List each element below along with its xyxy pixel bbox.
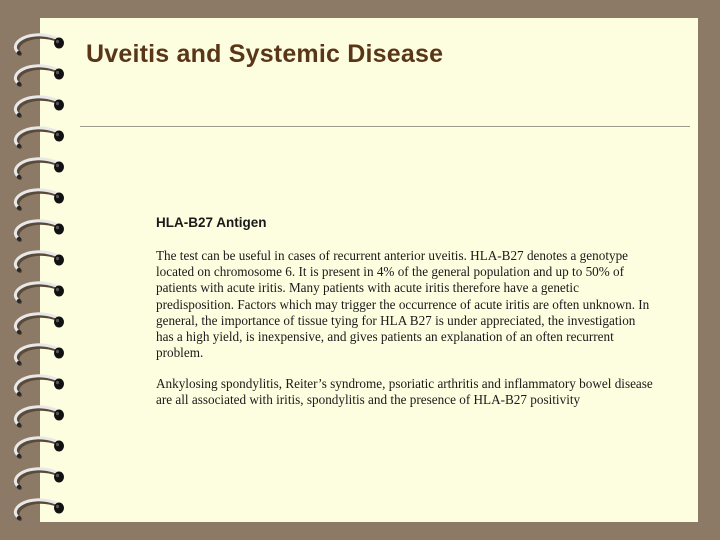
binding-ring (15, 128, 64, 148)
binding-ring (15, 190, 64, 210)
binding-ring (15, 469, 64, 489)
binding-ring (15, 345, 64, 365)
binding-ring (15, 376, 64, 396)
binding-ring (15, 66, 64, 86)
binding-ring (15, 252, 64, 272)
binding-ring (15, 438, 64, 458)
binding-ring (15, 500, 64, 520)
binding-ring (15, 407, 64, 427)
slide-title: Uveitis and Systemic Disease (86, 40, 444, 68)
binding-ring (15, 159, 64, 179)
spiral-binding-icon (0, 0, 80, 540)
title-divider (80, 126, 690, 127)
binding-ring (15, 283, 64, 303)
binding-ring (15, 314, 64, 334)
section-heading: HLA-B27 Antigen (156, 215, 267, 230)
binding-ring (15, 221, 64, 241)
binding-ring (15, 97, 64, 117)
body-paragraph-1: The test can be useful in cases of recurrent anterior uveitis. HLA-B27 denotes a genotype located on chromosome 6. It is present in 4% of the general population and up to 50% of patients with acute iritis. Many patients with acute iritis therefore have a genetic predisposition. Factors which may trigger the occurrence of acute iritis are often unknown. In general, the importance of tissue tying for HLA B27 is under appreciated, the investigation has a high yield, is inexpensive, and gives patients an explanation of an often recurrent problem. (156, 248, 650, 361)
binding-ring (15, 35, 64, 55)
body-paragraph-2: Ankylosing spondylitis, Reiter’s syndrome, psoriatic arthritis and inflammatory bowel disease are all associated with iritis, spondylitis and the presence of HLA-B27 positivity (156, 376, 653, 408)
